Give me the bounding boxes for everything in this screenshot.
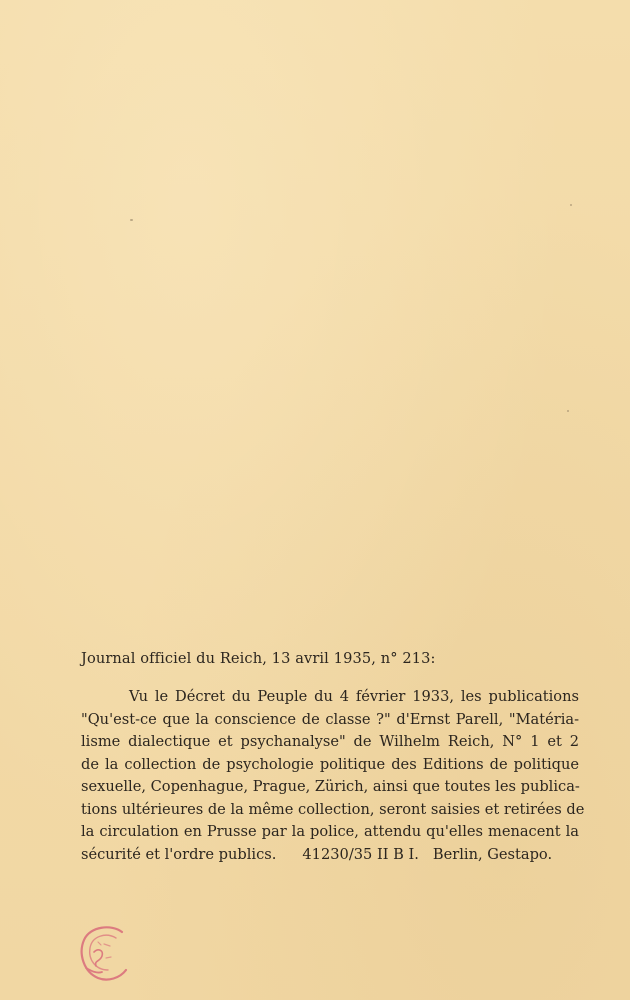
- decree-notice: [81, 649, 585, 866]
- decree-reference: 41230/35 II B I.: [302, 845, 419, 863]
- notice-heading: Journal officiel du Reich, 13 avril 1935, n° 213:: [81, 650, 436, 667]
- notice-paragraph: [81, 686, 585, 866]
- paper-speck: [570, 204, 572, 206]
- paragraph-line: tions ultérieures de la même collection, seront saisies et retirées de: [81, 800, 585, 818]
- paragraph-line: sexuelle, Copenhague, Prague, Zürich, ainsi que toutes les publica-: [81, 778, 580, 795]
- paragraph-line: la circulation en Prusse par la police, attendu qu'elles menacent la: [81, 823, 579, 840]
- paragraph-line: Vu le Décret du Peuple du 4 février 1933, les publications: [129, 688, 579, 705]
- paragraph-line: lisme dialectique et psychanalyse" de Wilhelm Reich, N° 1 et 2: [81, 733, 579, 750]
- paper-speck: [567, 410, 569, 412]
- last-line-text: sécurité et l'ordre publics.: [81, 845, 277, 863]
- library-stamp-icon: [76, 922, 134, 984]
- paper-speck: [130, 219, 133, 221]
- paragraph-line: de la collection de psychologie politique des Editions de politique: [81, 755, 579, 773]
- paragraph-line: "Qu'est-ce que la conscience de classe ?" d'Ernst Parell, "Matéria-: [81, 710, 579, 728]
- paragraph-last-line: [81, 844, 579, 867]
- decree-signature: Berlin, Gestapo.: [432, 845, 553, 863]
